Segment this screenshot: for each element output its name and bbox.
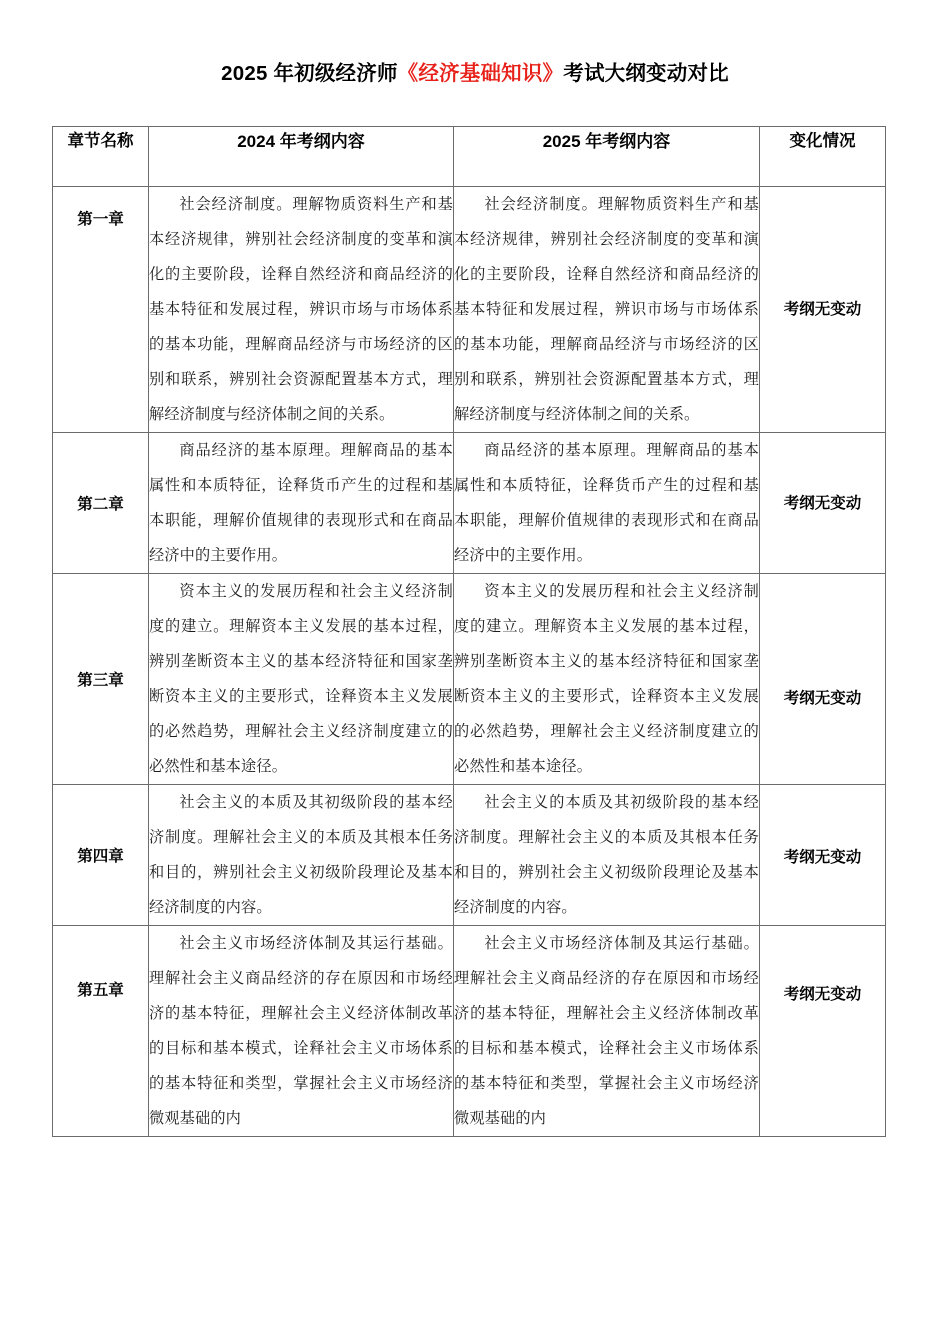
page-title	[0, 56, 950, 86]
content-2024: 社会主义的本质及其初级阶段的基本经济制度。理解社会主义的本质及其根本任务和目的，辨别社会主义初级阶段理论及基本经济制度的内容。	[149, 785, 454, 926]
table-row	[53, 187, 886, 433]
change-status: 考纲无变动	[760, 785, 886, 926]
content-2024: 社会经济制度。理解物质资料生产和基本经济规律，辨别社会经济制度的变革和演化的主要阶段，诠释自然经济和商品经济的基本特征和发展过程，辨识市场与市场体系的基本功能，理解商品经济与市场经济的区别和联系，辨别社会资源配置基本方式，理解经济制度与经济体制之间的关系。	[149, 187, 454, 433]
content-2025: 社会经济制度。理解物质资料生产和基本经济规律，辨别社会经济制度的变革和演化的主要阶段，诠释自然经济和商品经济的基本特征和发展过程，辨识市场与市场体系的基本功能，理解商品经济与市场经济的区别和联系，辨别社会资源配置基本方式，理解经济制度与经济体制之间的关系。	[454, 187, 760, 433]
change-status: 考纲无变动	[760, 187, 886, 433]
page-title-highlight: 《经济基础知识》	[397, 62, 564, 85]
table-row	[53, 574, 886, 785]
change-status: 考纲无变动	[760, 433, 886, 574]
content-2025: 资本主义的发展历程和社会主义经济制度的建立。理解资本主义发展的基本过程，辨别垄断资本主义的基本经济特征和国家垄断资本主义的主要形式，诠释资本主义发展的必然趋势，理解社会主义经济制度建立的必然性和基本途径。	[454, 574, 760, 785]
change-status: 考纲无变动	[760, 926, 886, 1137]
content-2025: 社会主义市场经济体制及其运行基础。理解社会主义商品经济的存在原因和市场经济的基本特征，理解社会主义经济体制改革的目标和基本模式，诠释社会主义市场体系的基本特征和类型，掌握社会主义市场经济微观基础的内	[454, 926, 760, 1137]
table-header-row	[53, 127, 886, 187]
content-2024: 商品经济的基本原理。理解商品的基本属性和本质特征，诠释货币产生的过程和基本职能，理解价值规律的表现形式和在商品经济中的主要作用。	[149, 433, 454, 574]
table-row	[53, 926, 886, 1137]
table-row	[53, 433, 886, 574]
column-header-chapter: 章节名称	[53, 127, 149, 187]
column-header-2024: 2024 年考纲内容	[149, 127, 454, 187]
chapter-label: 第五章	[53, 926, 149, 1137]
chapter-label: 第二章	[53, 433, 149, 574]
page-title-trail: 考试大纲变动对比	[563, 62, 729, 85]
syllabus-comparison-table	[52, 126, 886, 1137]
table-row	[53, 785, 886, 926]
page-title-lead: 2025 年初级经济师	[221, 62, 398, 85]
content-2024: 资本主义的发展历程和社会主义经济制度的建立。理解资本主义发展的基本过程，辨别垄断资本主义的基本经济特征和国家垄断资本主义的主要形式，诠释资本主义发展的必然趋势，理解社会主义经济制度建立的必然性和基本途径。	[149, 574, 454, 785]
chapter-label: 第一章	[53, 187, 149, 433]
chapter-label: 第四章	[53, 785, 149, 926]
content-2025: 社会主义的本质及其初级阶段的基本经济制度。理解社会主义的本质及其根本任务和目的，辨别社会主义初级阶段理论及基本经济制度的内容。	[454, 785, 760, 926]
column-header-change: 变化情况	[760, 127, 886, 187]
chapter-label: 第三章	[53, 574, 149, 785]
column-header-2025: 2025 年考纲内容	[454, 127, 760, 187]
content-2024: 社会主义市场经济体制及其运行基础。理解社会主义商品经济的存在原因和市场经济的基本特征，理解社会主义经济体制改革的目标和基本模式，诠释社会主义市场体系的基本特征和类型，掌握社会主义市场经济微观基础的内	[149, 926, 454, 1137]
content-2025: 商品经济的基本原理。理解商品的基本属性和本质特征，诠释货币产生的过程和基本职能，理解价值规律的表现形式和在商品经济中的主要作用。	[454, 433, 760, 574]
change-status: 考纲无变动	[760, 574, 886, 785]
